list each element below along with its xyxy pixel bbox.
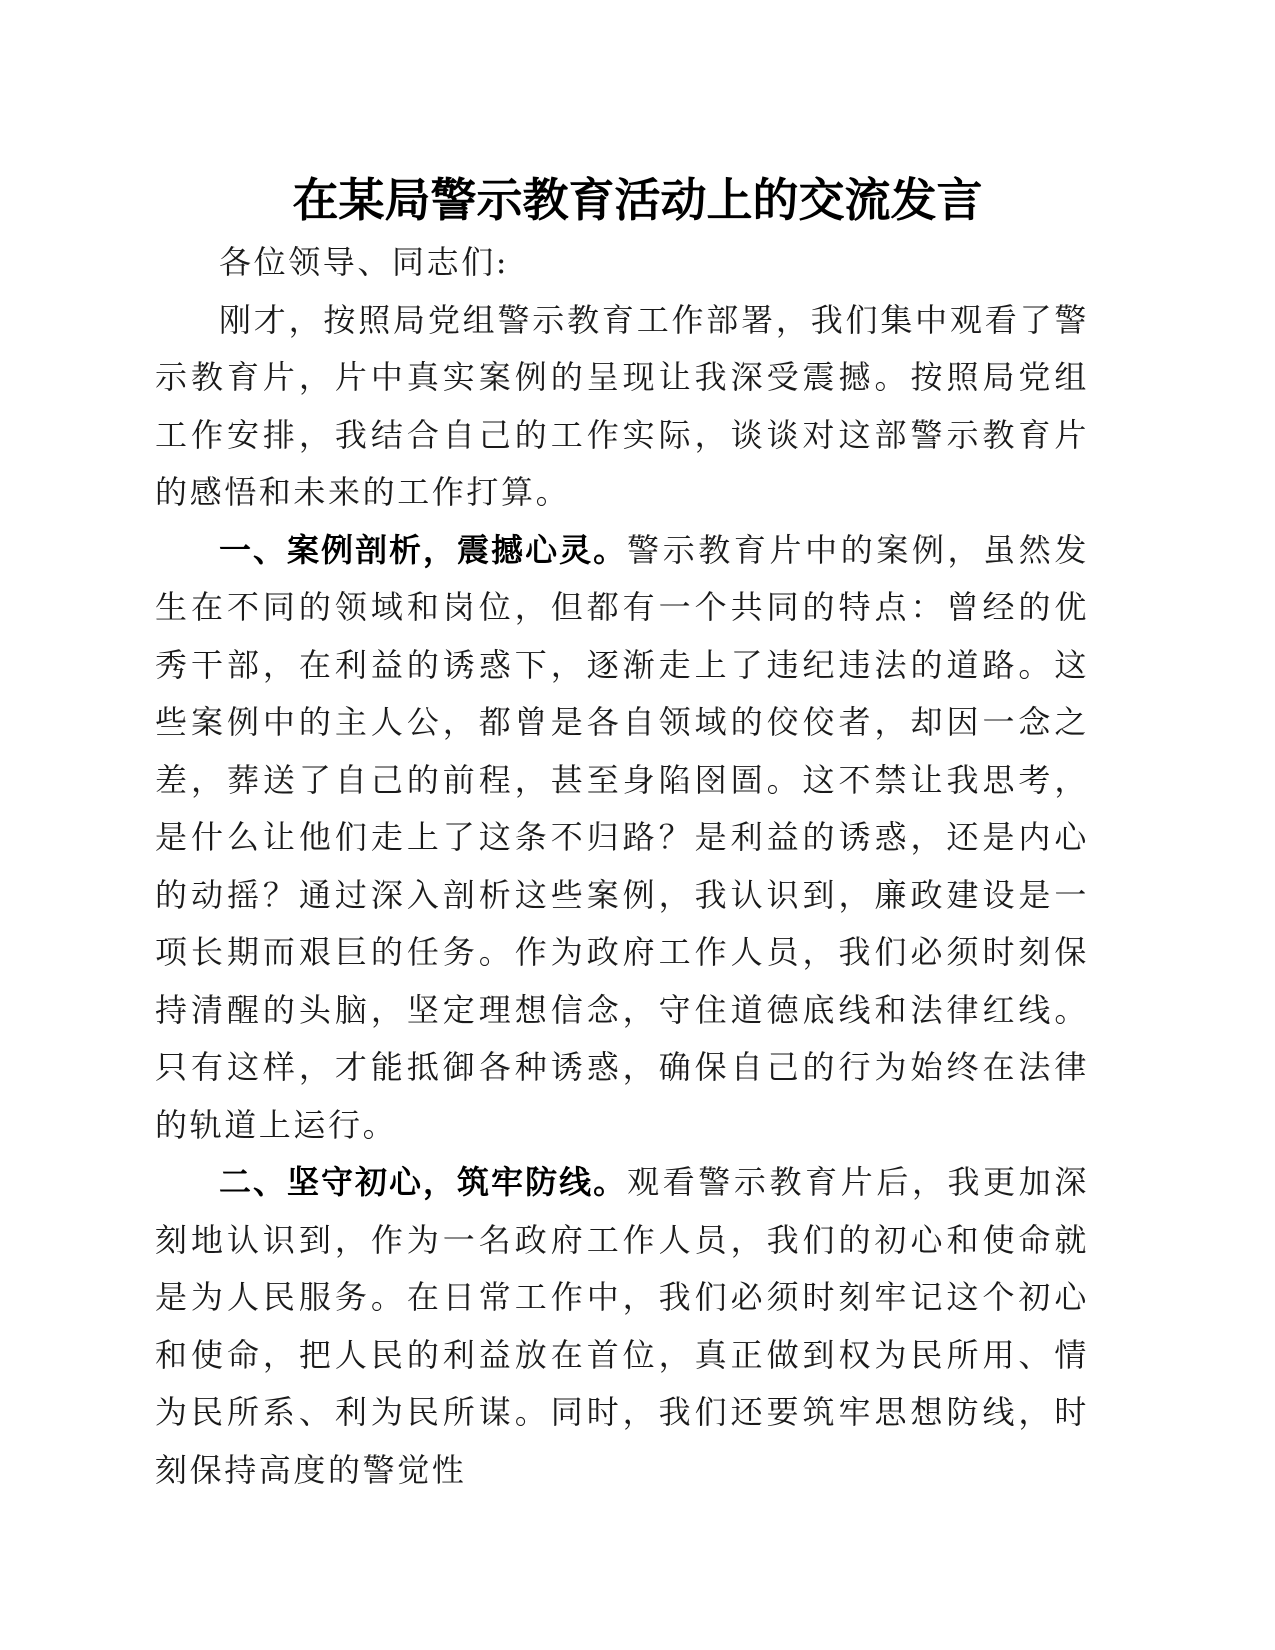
document-title: 在某局警示教育活动上的交流发言	[292, 173, 983, 227]
intro-paragraph: 刚才，按照局党组警示教育工作部署，我们集中观看了警示教育片，片中真实案例的呈现让我深受震撼。按照局党组工作安排，我结合自己的工作实际，谈谈对这部警示教育片的感悟和未来的工作打算。	[155, 300, 1089, 511]
salutation: 各位领导、同志们:	[219, 243, 510, 281]
document-body	[155, 234, 1089, 1499]
section-heading-1: 一、案例剖析，震撼心灵。	[219, 530, 628, 569]
section-paragraph-1	[155, 522, 1089, 1155]
section-text-1: 警示教育片中的案例，虽然发生在不同的领域和岗位，但都有一个共同的特点：曾经的优秀干部，在利益的诱惑下，逐渐走上了违纪违法的道路。这些案例中的主人公，都曾是各自领域的佼佼者，却因一念之差，葬送了自己的前程，甚至身陷囹圄。这不禁让我思考，是什么让他们走上了这条不归路？是利益的诱惑，还是内心的动摇？通过深入剖析这些案例，我认识到，廉政建设是一项长期而艰巨的任务。作为政府工作人员，我们必须时刻保持清醒的头脑，坚定理想信念，守住道德底线和法律红线。只有这样，才能抵御各种诱惑，确保自己的行为始终在法律的轨道上运行。	[155, 530, 1089, 1144]
section-paragraph-2	[155, 1154, 1089, 1499]
section-heading-2: 二、坚守初心，筑牢防线。	[219, 1163, 628, 1201]
section-text-2: 观看警示教育片后，我更加深刻地认识到，作为一名政府工作人员，我们的初心和使命就是为人民服务。在日常工作中，我们必须时刻牢记这个初心和使命，把人民的利益放在首位，真正做到权为民所用、情为民所系、利为民所谋。同时，我们还要筑牢思想防线，时刻保持高度的警觉性	[155, 1163, 1089, 1489]
